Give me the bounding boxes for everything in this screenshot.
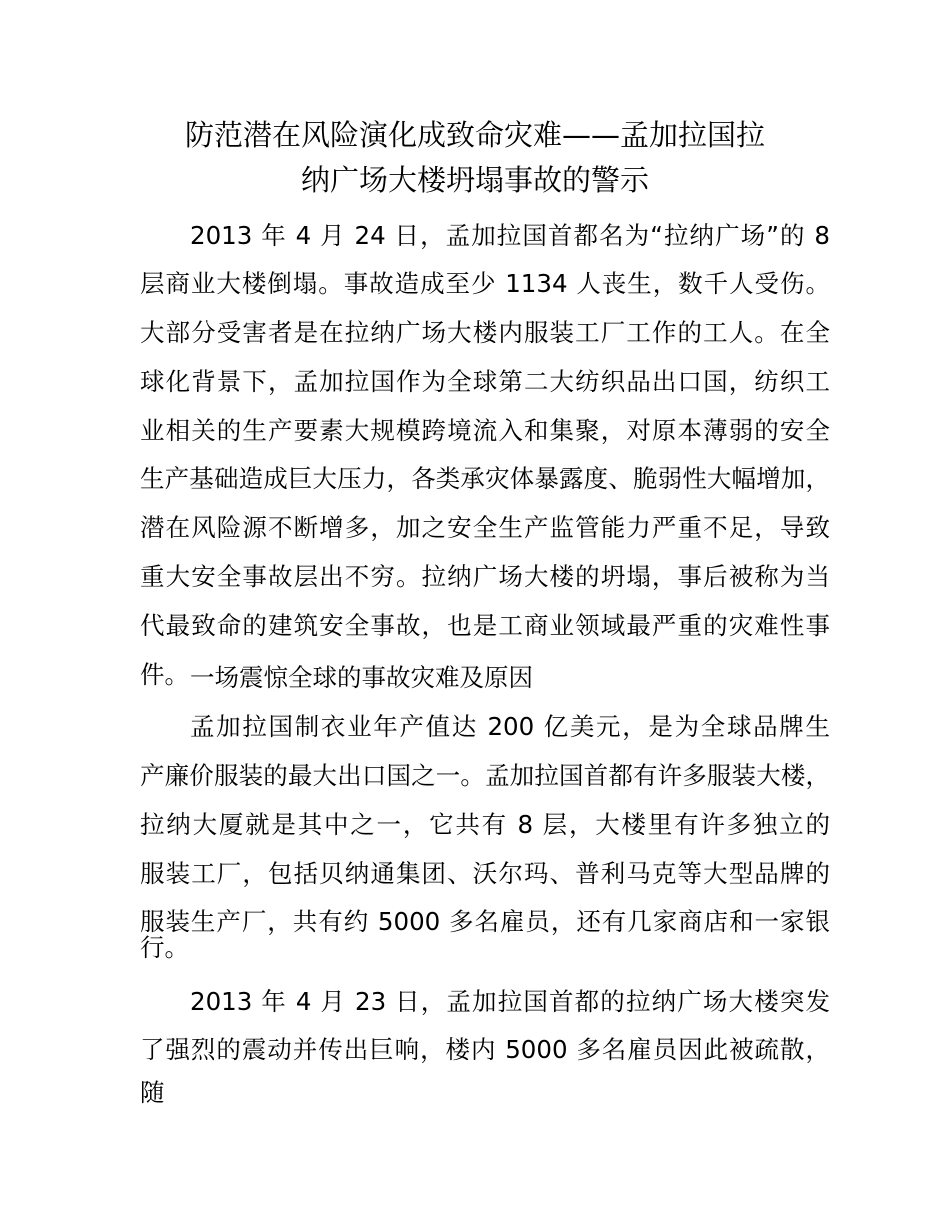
paragraph-3-line: 了强烈的震动并传出巨响，楼内 5000 多名雇员因此被疏散， bbox=[140, 1035, 830, 1064]
paragraph-2-line: 服装生产厂，共有约 5000 多名雇员，还有几家商店和一家银 bbox=[140, 907, 830, 936]
paragraph-1-line: 业相关的生产要素大规模跨境流入和集聚，对原本薄弱的安全 bbox=[140, 416, 830, 445]
document-title-line-2: 纳广场大楼坍塌事故的警示 bbox=[300, 163, 649, 197]
paragraph-1-line: 潜在风险源不断增多，加之安全生产监管能力严重不足，导致 bbox=[140, 513, 830, 542]
paragraph-2-line: 产廉价服装的最大出口国之一。孟加拉国首都有许多服装大楼， bbox=[140, 761, 830, 790]
paragraph-2-line: 服装工厂，包括贝纳通集团、沃尔玛、普利马克等大型品牌的 bbox=[140, 859, 830, 888]
paragraph-2-line: 拉纳大厦就是其中之一，它共有 8 层，大楼里有许多独立的 bbox=[140, 810, 830, 839]
paragraph-1-line: 球化背景下，孟加拉国作为全球第二大纺织品出口国，纺织工 bbox=[140, 367, 830, 396]
paragraph-1-line: 重大安全事故层出不穷。拉纳广场大楼的坍塌，事后被称为当 bbox=[140, 562, 830, 591]
paragraph-1-line: 生产基础造成巨大压力，各类承灾体暴露度、脆弱性大幅增加， bbox=[140, 464, 830, 493]
section-heading: 一场震惊全球的事故灾难及原因 bbox=[190, 663, 533, 692]
paragraph-1-line: 代最致命的建筑安全事故，也是工商业领域最严重的灾难性事 bbox=[140, 611, 830, 640]
paragraph-1-line: 大部分受害者是在拉纳广场大楼内服装工厂工作的工人。在全 bbox=[140, 318, 830, 347]
paragraph-3-line: 2013 年 4 月 23 日，孟加拉国首都的拉纳广场大楼突发 bbox=[190, 987, 830, 1016]
paragraph-1-line: 件。 bbox=[140, 660, 189, 689]
document-title-line-1: 防范潜在风险演化成致命灾难——孟加拉国拉 bbox=[184, 118, 765, 152]
paragraph-3-line: 随 bbox=[140, 1078, 165, 1107]
paragraph-1-line: 2013 年 4 月 24 日，孟加拉国首都名为“拉纳广场”的 8 bbox=[190, 221, 830, 250]
paragraph-2-line: 孟加拉国制衣业年产值达 200 亿美元，是为全球品牌生 bbox=[190, 712, 830, 741]
paragraph-2-line: 行。 bbox=[140, 933, 189, 962]
paragraph-1-line: 层商业大楼倒塌。事故造成至少 1134 人丧生，数千人受伤。 bbox=[140, 269, 830, 298]
